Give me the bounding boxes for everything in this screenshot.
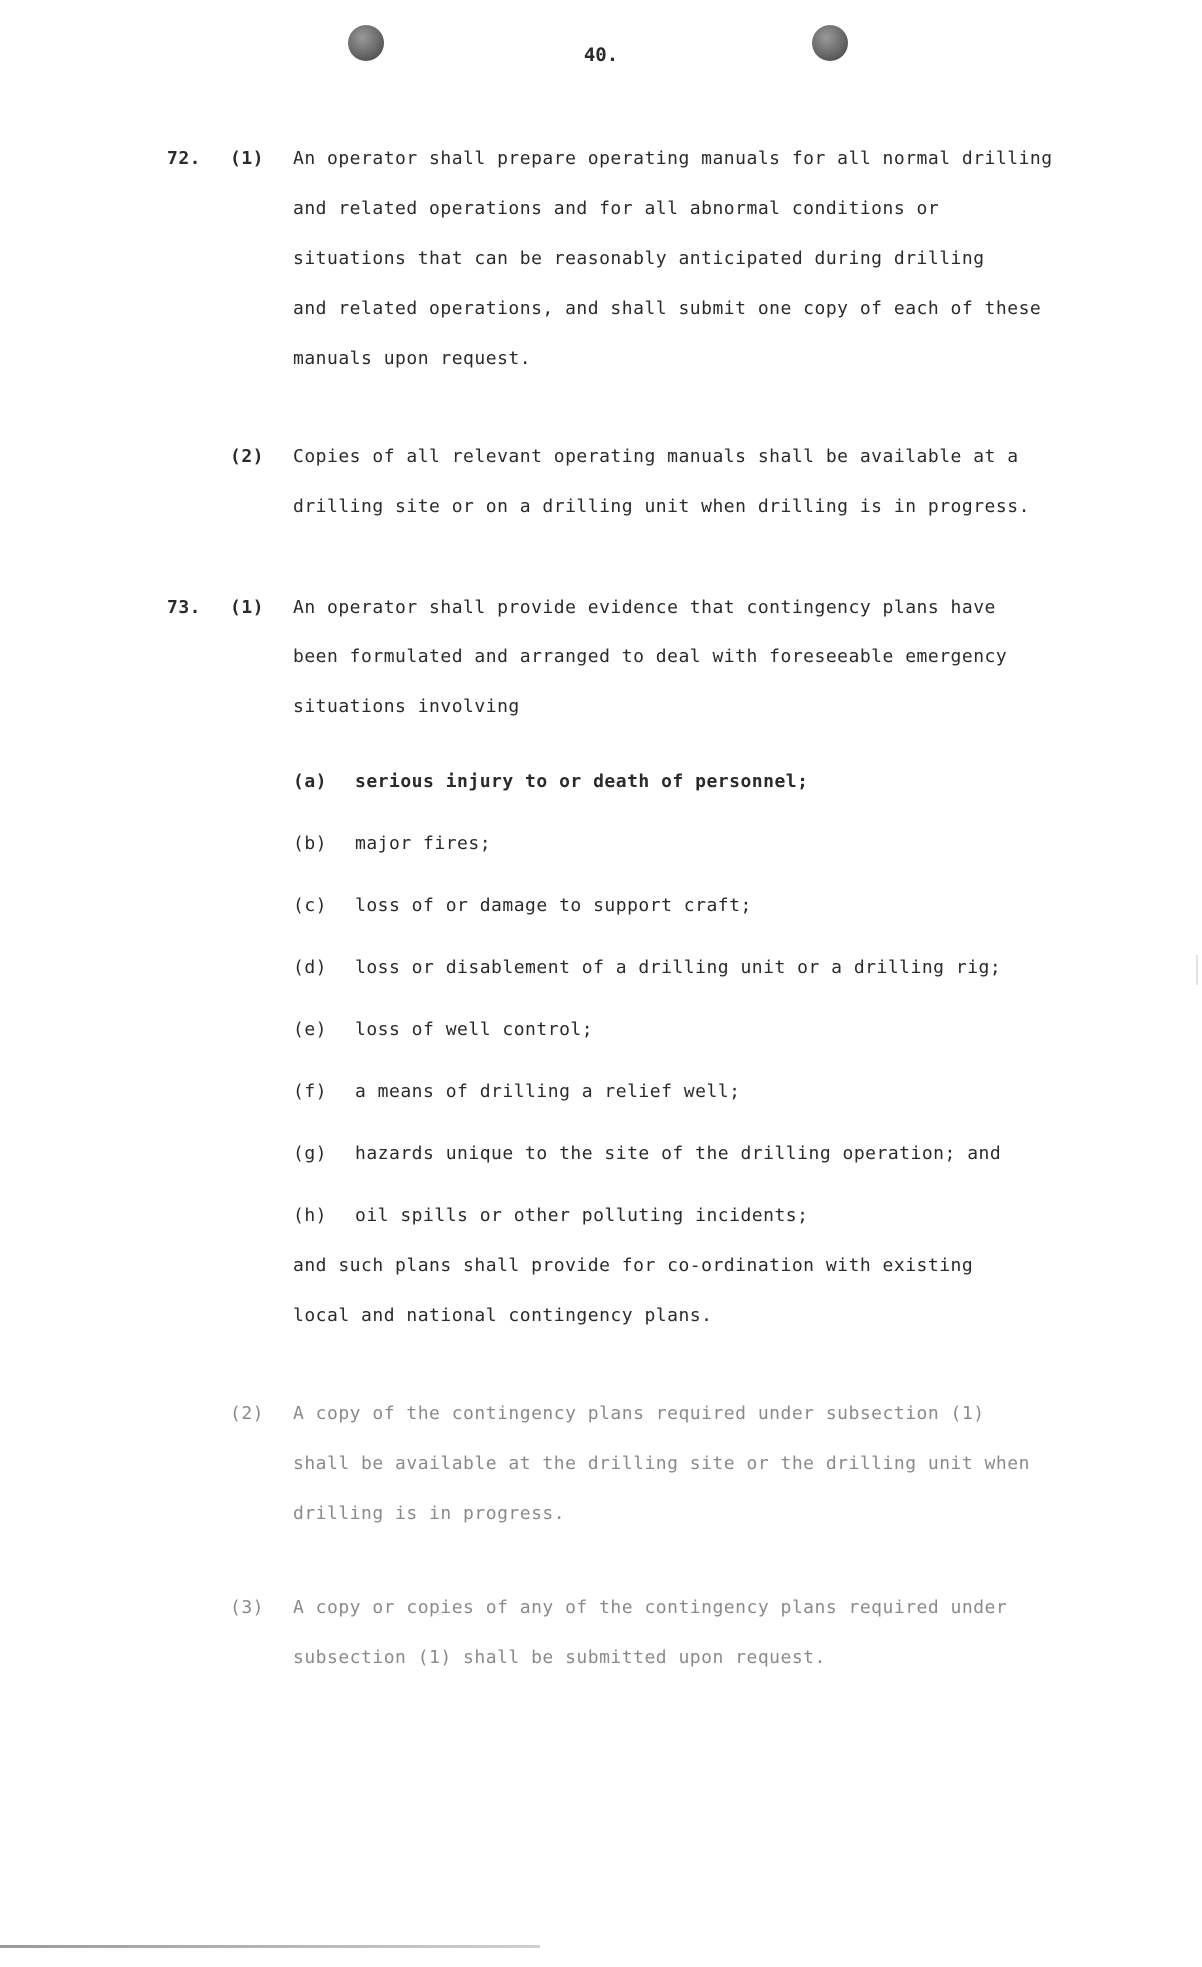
section-73-sub3-label: (3) — [230, 1597, 265, 1618]
list-item-label-f: (f) — [293, 1081, 328, 1102]
section-73-sub2-line: drilling is in progress. — [293, 1503, 566, 1524]
section-72-sub1-line: manuals upon request. — [293, 348, 532, 369]
section-73-sub2-label: (2) — [230, 1403, 265, 1424]
section-73-sub3-line: A copy or copies of any of the contingency plans required under — [293, 1597, 1008, 1618]
section-73-sub2-line: shall be available at the drilling site or the drilling unit when — [293, 1453, 1030, 1474]
list-item-label-a: (a) — [293, 771, 328, 792]
list-item-label-g: (g) — [293, 1143, 328, 1164]
section-73-sub1-line: situations involving — [293, 696, 520, 717]
section-72-sub1-label: (1) — [230, 148, 265, 169]
list-item-text-h: oil spills or other polluting incidents; — [355, 1205, 809, 1226]
section-72-sub1-line: and related operations and for all abnormal conditions or — [293, 198, 940, 219]
list-item-label-c: (c) — [293, 895, 328, 916]
section-73-sub1-line: An operator shall provide evidence that contingency plans have — [293, 597, 996, 618]
list-item-text-b: major fires; — [355, 833, 492, 854]
list-item-text-c: loss of or damage to support craft; — [355, 895, 752, 916]
section-72-number: 72. — [167, 148, 202, 169]
section-72-sub1-line: situations that can be reasonably anticipated during drilling — [293, 248, 985, 269]
section-73-sub2-line: A copy of the contingency plans required under subsection (1) — [293, 1403, 985, 1424]
list-item-label-h: (h) — [293, 1205, 328, 1226]
section-72-sub2-line: Copies of all relevant operating manuals shall be available at a — [293, 446, 1019, 467]
section-73-sub1-label: (1) — [230, 597, 265, 618]
list-item-text-e: loss of well control; — [355, 1019, 594, 1040]
list-item-text-a: serious injury to or death of personnel; — [355, 771, 809, 792]
section-73-closing-line: and such plans shall provide for co-ordination with existing — [293, 1255, 974, 1276]
list-item-text-f: a means of drilling a relief well; — [355, 1081, 741, 1102]
list-item-label-b: (b) — [293, 833, 328, 854]
page-number: 40. — [583, 44, 619, 66]
section-73-sub1-line: been formulated and arranged to deal with foreseeable emergency — [293, 646, 1008, 667]
section-72-sub2-label: (2) — [230, 446, 265, 467]
scan-edge-mark — [1196, 955, 1198, 985]
section-73-number: 73. — [167, 597, 202, 618]
list-item-text-g: hazards unique to the site of the drilling operation; and — [355, 1143, 1002, 1164]
section-73-closing-line: local and national contingency plans. — [293, 1305, 713, 1326]
section-73-sub3-line: subsection (1) shall be submitted upon request. — [293, 1647, 826, 1668]
list-item-label-e: (e) — [293, 1019, 328, 1040]
list-item-text-d: loss or disablement of a drilling unit or a drilling rig; — [355, 957, 1002, 978]
section-72-sub2-line: drilling site or on a drilling unit when drilling is in progress. — [293, 496, 1030, 517]
list-item-label-d: (d) — [293, 957, 328, 978]
scan-bottom-edge — [0, 1945, 540, 1948]
section-72-sub1-line: An operator shall prepare operating manuals for all normal drilling — [293, 148, 1053, 169]
section-72-sub1-line: and related operations, and shall submit one copy of each of these — [293, 298, 1042, 319]
